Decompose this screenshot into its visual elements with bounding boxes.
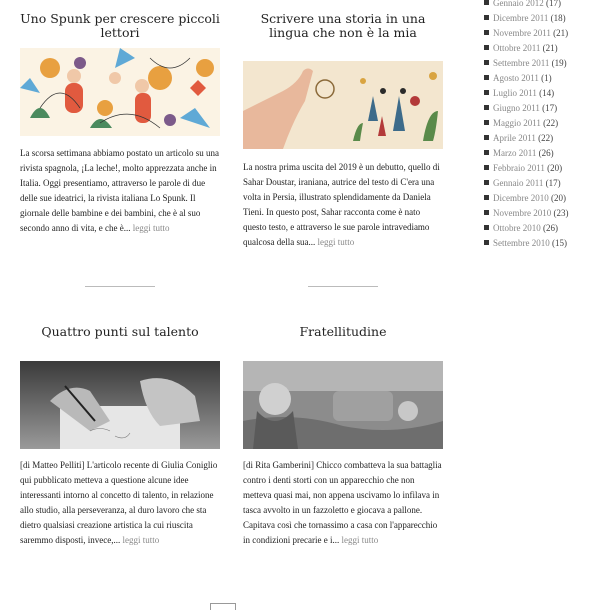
square-bullet-icon bbox=[484, 15, 489, 20]
archive-item bbox=[484, 116, 600, 131]
pagination-box[interactable] bbox=[210, 603, 236, 610]
archive-item bbox=[484, 161, 600, 176]
post-title[interactable]: Scrivere una storia in una lingua che non è la mia bbox=[260, 11, 426, 40]
archive-month-link[interactable]: Gennaio 2012 bbox=[493, 0, 544, 8]
post-thumbnail[interactable] bbox=[20, 48, 220, 136]
square-bullet-icon bbox=[484, 30, 489, 35]
archive-month-link[interactable]: Maggio 2011 bbox=[493, 118, 541, 128]
read-more-link[interactable]: leggi tutto bbox=[132, 223, 170, 233]
archive-count: (14) bbox=[539, 88, 555, 98]
archive-count: (17) bbox=[546, 0, 561, 8]
archive-count: (20) bbox=[547, 163, 563, 173]
square-bullet-icon bbox=[484, 195, 489, 200]
archive-item bbox=[484, 236, 600, 251]
archive-item bbox=[484, 221, 600, 236]
read-more-link[interactable]: leggi tutto bbox=[341, 535, 379, 545]
square-bullet-icon bbox=[484, 75, 489, 80]
archive-month-link[interactable]: Dicembre 2010 bbox=[493, 193, 549, 203]
square-bullet-icon bbox=[484, 225, 489, 230]
archive-count: (18) bbox=[550, 13, 566, 23]
archive-month-link[interactable]: Novembre 2011 bbox=[493, 28, 551, 38]
post-excerpt bbox=[243, 458, 443, 548]
square-bullet-icon bbox=[484, 90, 489, 95]
archive-list bbox=[484, 0, 600, 251]
post-thumbnail[interactable] bbox=[20, 361, 220, 449]
archive-count: (17) bbox=[545, 178, 561, 188]
archive-count: (15) bbox=[552, 238, 567, 248]
archive-count: (22) bbox=[543, 118, 559, 128]
archive-count: (19) bbox=[551, 58, 567, 68]
archive-item bbox=[484, 86, 600, 101]
square-bullet-icon bbox=[484, 60, 489, 65]
archive-item bbox=[484, 191, 600, 206]
square-bullet-icon bbox=[484, 45, 489, 50]
archive-count: (21) bbox=[553, 28, 569, 38]
archive-month-link[interactable]: Giugno 2011 bbox=[493, 103, 540, 113]
archive-item bbox=[484, 41, 600, 56]
post-card bbox=[243, 11, 443, 247]
square-bullet-icon bbox=[484, 210, 489, 215]
archive-count: (1) bbox=[541, 73, 552, 83]
archive-count: (26) bbox=[538, 148, 554, 158]
archive-month-link[interactable]: Ottobre 2010 bbox=[493, 223, 541, 233]
square-bullet-icon bbox=[484, 240, 489, 245]
archive-count: (26) bbox=[543, 223, 558, 233]
archive-month-link[interactable]: Agosto 2011 bbox=[493, 73, 539, 83]
archive-item bbox=[484, 176, 600, 191]
post-excerpt-text: La scorsa settimana abbiamo postato un articolo su una rivista spagnola, ¡La leche!, molto apprezzata anche in Italia. Oggi presentiamo, attraverso le parole di due delle sue ideatrici, la rivista italiana Lo Spunk. Il giornale delle bambine e dei bambini, che è al suo secondo anno di vita, e che è... bbox=[20, 148, 219, 233]
square-bullet-icon bbox=[484, 105, 489, 110]
archive-month-link[interactable]: Luglio 2011 bbox=[493, 88, 537, 98]
persia-illustration-image bbox=[243, 61, 443, 149]
spunk-illustration-image bbox=[20, 48, 220, 136]
archive-item bbox=[484, 206, 600, 221]
post-thumbnail[interactable] bbox=[243, 361, 443, 449]
square-bullet-icon bbox=[484, 135, 489, 140]
post-excerpt bbox=[20, 458, 220, 548]
child-photo bbox=[243, 361, 443, 449]
post-divider bbox=[85, 286, 155, 287]
read-more-link[interactable]: leggi tutto bbox=[122, 535, 160, 545]
archive-month-link[interactable]: Aprile 2011 bbox=[493, 133, 536, 143]
post-title[interactable]: Uno Spunk per crescere piccoli lettori bbox=[20, 11, 220, 40]
archive-month-link[interactable]: Dicembre 2011 bbox=[493, 13, 549, 23]
archive-item bbox=[484, 11, 600, 26]
archive-item bbox=[484, 131, 600, 146]
archive-month-link[interactable]: Ottobre 2011 bbox=[493, 43, 541, 53]
archive-month-link[interactable]: Settembre 2011 bbox=[493, 58, 550, 68]
post-card bbox=[243, 324, 443, 545]
archive-month-link[interactable]: Novembre 2010 bbox=[493, 208, 552, 218]
post-card bbox=[20, 11, 220, 233]
archive-item bbox=[484, 71, 600, 86]
read-more-link[interactable]: leggi tutto bbox=[317, 237, 355, 247]
archive-item bbox=[484, 146, 600, 161]
post-divider bbox=[308, 286, 378, 287]
archive-item bbox=[484, 0, 600, 11]
archive-count: (17) bbox=[542, 103, 558, 113]
post-excerpt bbox=[243, 160, 443, 250]
post-title[interactable]: Fratellitudine bbox=[299, 324, 387, 339]
archive-month-link[interactable]: Settembre 2010 bbox=[493, 238, 550, 248]
square-bullet-icon bbox=[484, 150, 489, 155]
archive-item bbox=[484, 56, 600, 71]
post-excerpt-text: La nostra prima uscita del 2019 è un debutto, quello di Sahar Doustar, iraniana, autrice del testo di C'era una volta in Persia, illustrato splendidamente da Daniela Tieni. In questo post, Sahar racconta come è nato questo testo, e attraverso le sue parole intravediamo qualcosa della sua... bbox=[243, 162, 440, 247]
archive-count: (21) bbox=[542, 43, 558, 53]
post-excerpt bbox=[20, 146, 220, 236]
archive-month-link[interactable]: Marzo 2011 bbox=[493, 148, 537, 158]
drawing-hands-photo bbox=[20, 361, 220, 449]
archive-month-link[interactable]: Febbraio 2011 bbox=[493, 163, 545, 173]
square-bullet-icon bbox=[484, 120, 489, 125]
archive-item bbox=[484, 101, 600, 116]
square-bullet-icon bbox=[484, 165, 489, 170]
square-bullet-icon bbox=[484, 0, 489, 5]
archive-item bbox=[484, 26, 600, 41]
post-excerpt-text: [di Matteo Pelliti] L'articolo recente di Giulia Coniglio qui pubblicato metteva a questione alcune idee interessanti intorno al concetto di talento, in relazione allo studio, alla perseveranza, al duro lavoro che sta dietro qualsiasi creazione artistica la cui riuscita saremmo disposti, invece,... bbox=[20, 460, 218, 545]
post-card bbox=[20, 324, 220, 545]
post-excerpt-text: [di Rita Gamberini] Chicco combatteva la sua battaglia contro i denti storti con un apparecchio che non metteva quasi mai, non appena uscivamo lo infilava in tasca avvolto in un fazzoletto e giocava a pallone. Capitava così che tornassimo a casa con l'apparecchio in condizioni precarie e i... bbox=[243, 460, 442, 545]
archive-count: (22) bbox=[538, 133, 554, 143]
square-bullet-icon bbox=[484, 180, 489, 185]
post-title[interactable]: Quattro punti sul talento bbox=[41, 324, 199, 339]
archive-count: (23) bbox=[553, 208, 569, 218]
archive-count: (20) bbox=[550, 193, 566, 203]
archive-month-link[interactable]: Gennaio 2011 bbox=[493, 178, 544, 188]
post-thumbnail[interactable] bbox=[243, 61, 443, 149]
